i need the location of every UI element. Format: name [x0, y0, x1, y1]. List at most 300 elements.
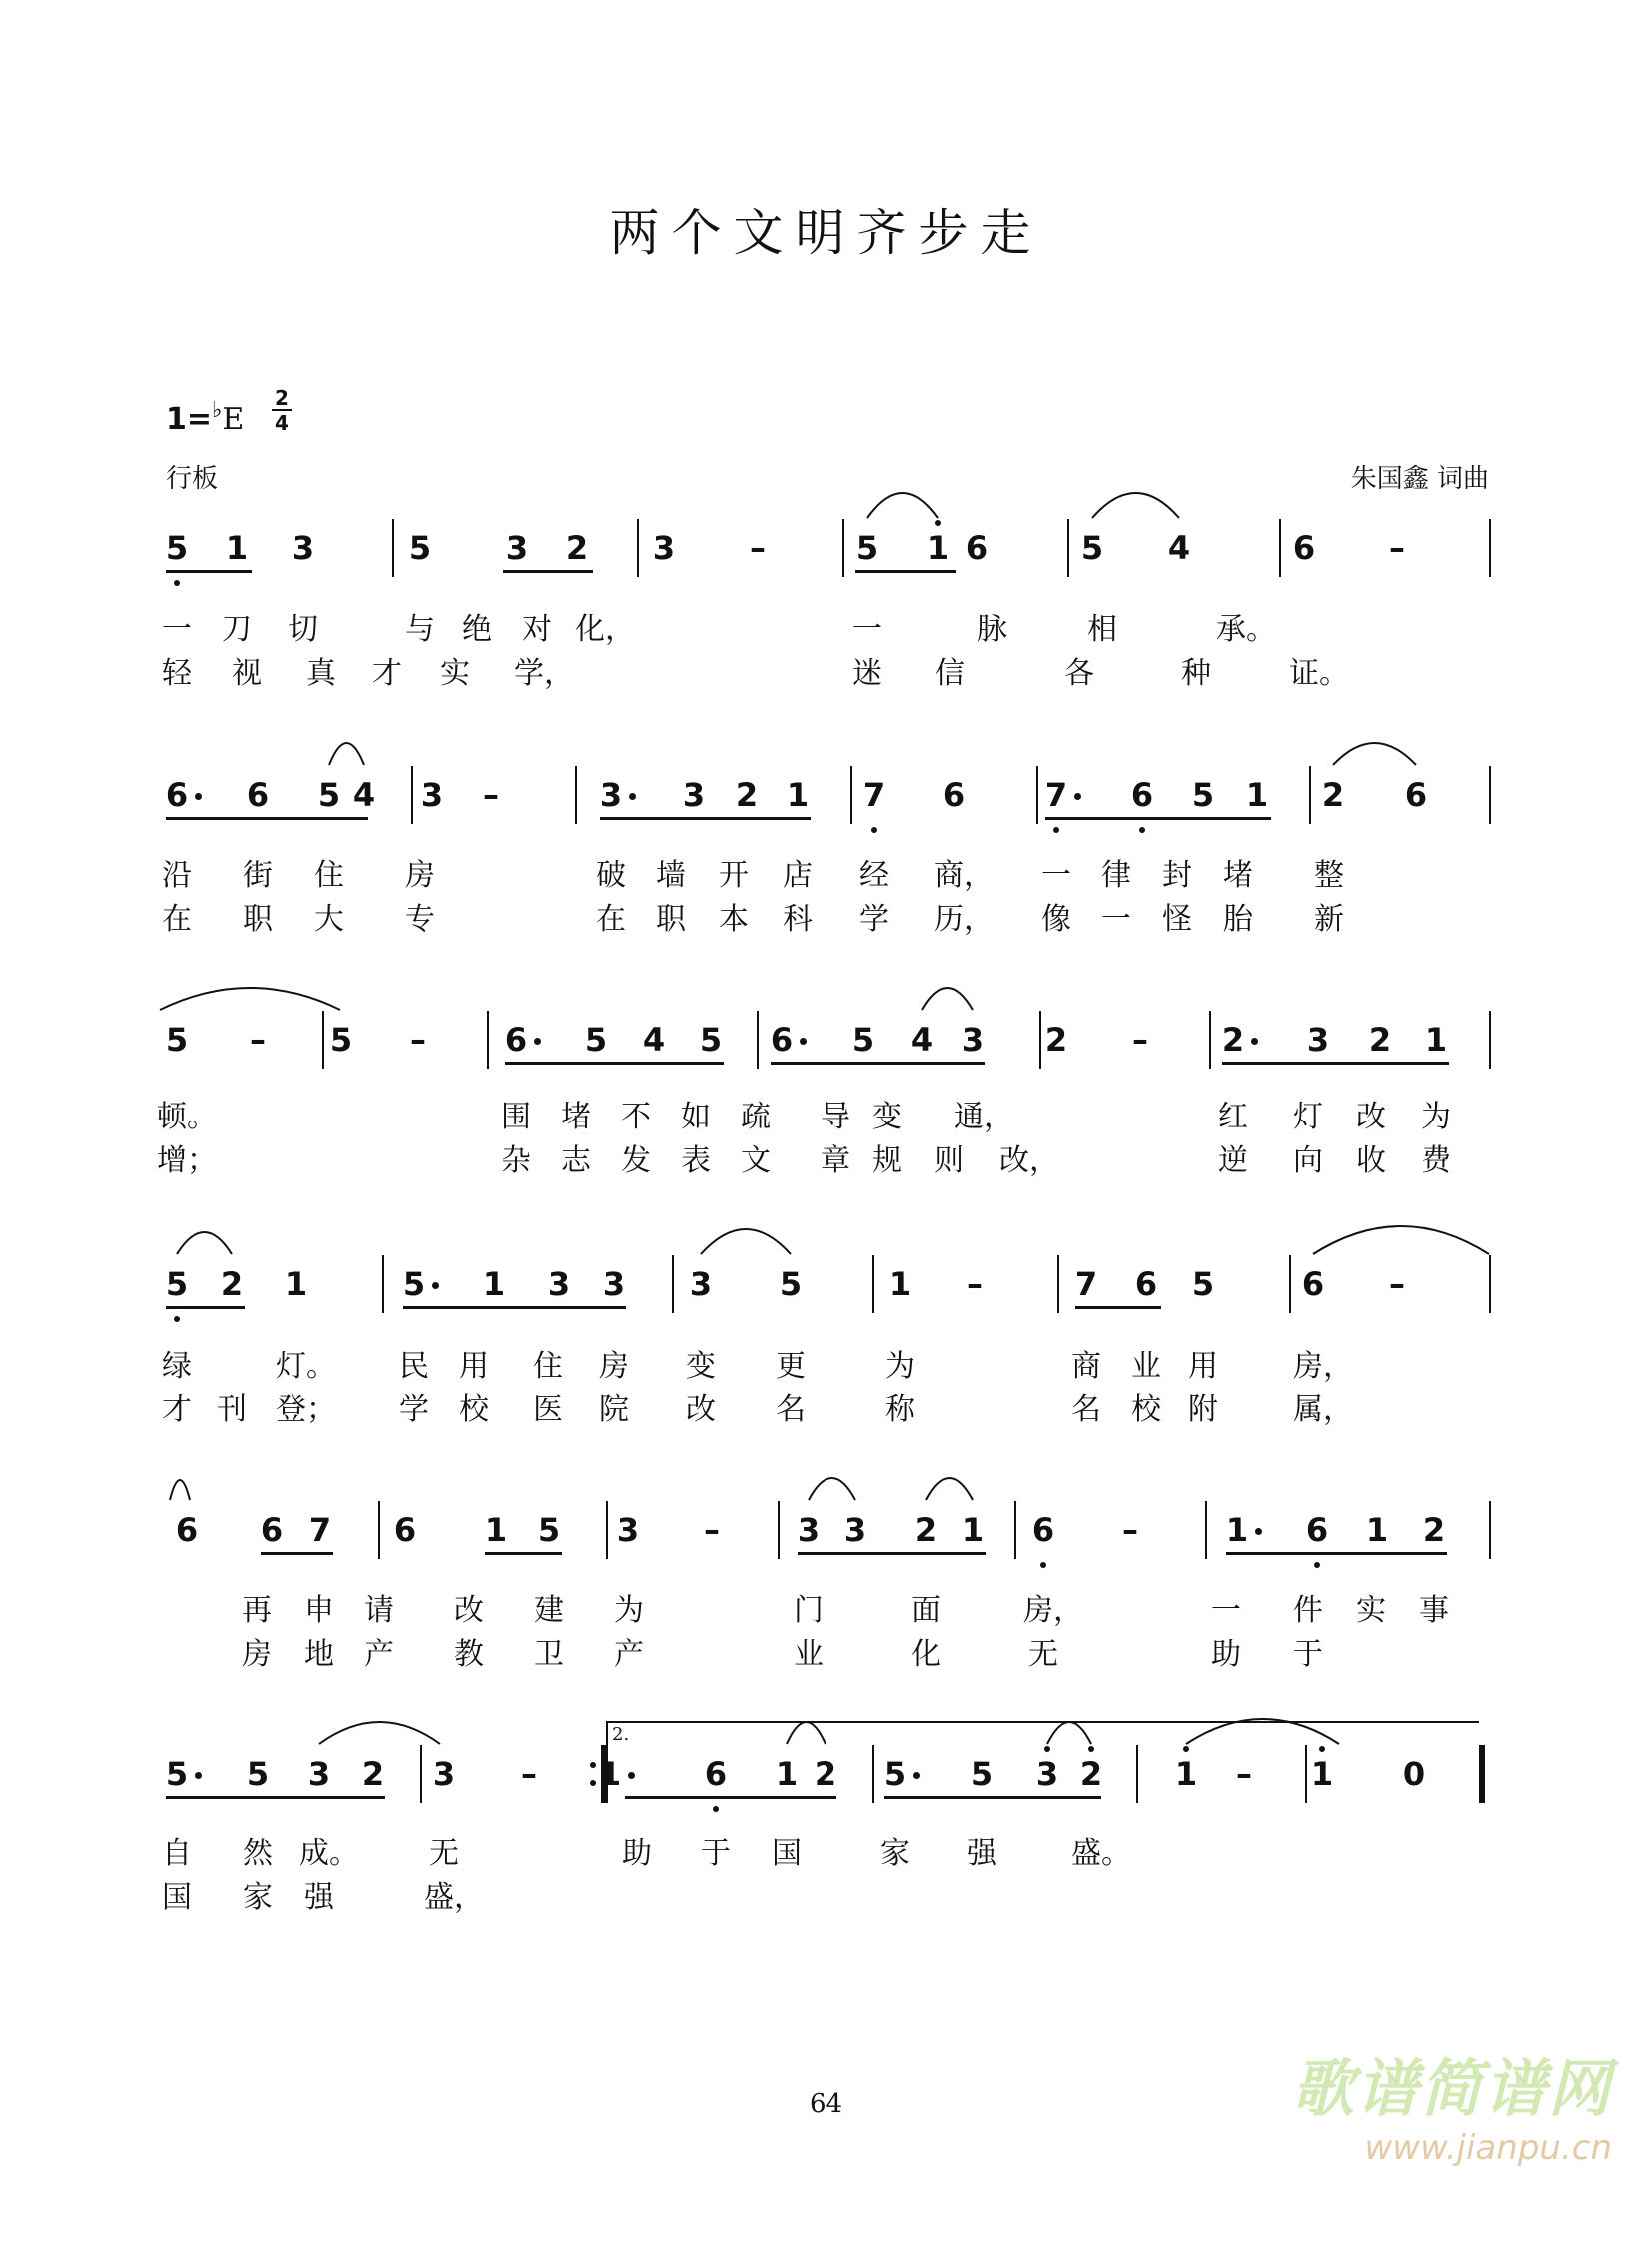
- slur: [1092, 493, 1179, 518]
- note: 1: [1225, 1511, 1249, 1549]
- note: 5: [1191, 776, 1215, 814]
- lyric-verse-1: 变: [872, 1100, 902, 1134]
- lyric-verse-1: 住: [533, 1349, 563, 1384]
- lyric-verse-1: 事: [1419, 1593, 1449, 1628]
- lyric-verse-2: 属，: [1293, 1392, 1353, 1427]
- octave-dot-below: [1139, 827, 1145, 833]
- lyric-verse-1: 更: [776, 1349, 806, 1384]
- lyric-verse-1: 沿: [162, 858, 192, 893]
- lyric-verse-1: 通，: [954, 1100, 1014, 1134]
- lyric-verse-1: 律: [1101, 858, 1131, 893]
- lyric-verse-2: 收: [1356, 1143, 1386, 1178]
- lyric-verse-2: 胎: [1223, 902, 1253, 937]
- lyric-verse-2: 称: [885, 1392, 915, 1427]
- lyric-verse-1: 再: [242, 1593, 272, 1628]
- underline-beam: [771, 1062, 985, 1065]
- lyric-verse-1: 房: [405, 858, 435, 893]
- barline: [382, 1255, 384, 1313]
- barline: [757, 1011, 759, 1069]
- barline: [872, 1255, 874, 1313]
- lyric-verse-2: 增；: [157, 1143, 217, 1178]
- lyric-verse-1: 切: [288, 612, 318, 647]
- underline-beam: [166, 1796, 385, 1799]
- note: 1: [1245, 776, 1269, 814]
- lyric-verse-1: 然: [243, 1836, 273, 1871]
- note: 3: [797, 1511, 821, 1549]
- lyric-verse-2: 种: [1181, 656, 1211, 691]
- lyric-verse-2: 强: [304, 1880, 334, 1915]
- barline: [1036, 766, 1038, 824]
- lyric-verse-2: 附: [1188, 1392, 1218, 1427]
- note: 2: [1221, 1021, 1245, 1059]
- underline-beam: [505, 1062, 724, 1065]
- note: 6: [504, 1021, 528, 1059]
- underline-beam: [166, 817, 368, 820]
- note: 4: [642, 1021, 666, 1059]
- augmentation-dot: [1255, 1528, 1262, 1535]
- note: 3: [843, 1511, 867, 1549]
- lyric-verse-2: 科: [783, 902, 813, 937]
- note: 6: [942, 776, 966, 814]
- note: 2: [1422, 1511, 1446, 1549]
- volta-bracket: [606, 1721, 1479, 1747]
- note: –: [1389, 529, 1405, 567]
- note: 7: [1074, 1265, 1098, 1303]
- barline: [1136, 1745, 1138, 1803]
- lyric-verse-1: 住: [314, 858, 344, 893]
- note: 6: [165, 776, 189, 814]
- barline: [872, 1745, 874, 1803]
- barline: [1067, 519, 1069, 577]
- lyric-verse-2: 刊: [217, 1392, 247, 1427]
- lyric-verse-1: 刀: [222, 612, 252, 647]
- augmentation-dot: [432, 1282, 439, 1289]
- barline: [850, 766, 852, 824]
- lyric-verse-1: 店: [783, 858, 813, 893]
- lyric-verse-1: 自: [162, 1836, 192, 1871]
- note: 7: [1044, 776, 1068, 814]
- lyric-verse-2: 专: [405, 902, 435, 937]
- barline: [1289, 1255, 1291, 1313]
- underline-beam: [485, 1552, 562, 1555]
- note: 6: [175, 1511, 199, 1549]
- lyric-verse-2: 章: [821, 1143, 850, 1178]
- lyric-verse-2: 志: [561, 1143, 591, 1178]
- key-tonic: E: [222, 402, 245, 437]
- lyric-verse-1: 请: [364, 1593, 394, 1628]
- octave-dot-below: [1314, 1562, 1320, 1568]
- note: –: [250, 1021, 266, 1059]
- lyric-verse-1: 为: [885, 1349, 915, 1384]
- octave-dot-above: [935, 520, 941, 526]
- note: 7: [308, 1511, 332, 1549]
- composer-credit: 朱国鑫 词曲: [1350, 464, 1489, 494]
- lyric-verse-1: 不: [621, 1100, 651, 1134]
- note: 5: [246, 1755, 270, 1793]
- note: 6: [1130, 776, 1154, 814]
- watermark: [1292, 2039, 1612, 2168]
- lyric-verse-2: 职: [656, 902, 686, 937]
- slur: [160, 988, 340, 1010]
- repeat-dot: [590, 1780, 596, 1786]
- barline: [1309, 766, 1311, 824]
- octave-dot-below: [1040, 1562, 1046, 1568]
- note: 1: [598, 1755, 622, 1793]
- barline: [1489, 766, 1491, 824]
- augmentation-dot: [195, 1772, 202, 1779]
- lyric-verse-1: 整: [1314, 858, 1344, 893]
- lyric-verse-2: 费: [1421, 1143, 1451, 1178]
- octave-dot-below: [871, 827, 877, 833]
- note: 3: [961, 1021, 985, 1059]
- lyric-verse-2: 发: [621, 1143, 651, 1178]
- lyric-verse-1: 改: [454, 1593, 484, 1628]
- note: –: [1389, 1265, 1405, 1303]
- note: 5: [584, 1021, 608, 1059]
- augmentation-dot: [629, 793, 636, 800]
- lyric-verse-1: 改: [1356, 1100, 1386, 1134]
- lyric-verse-1: 经: [859, 858, 889, 893]
- lyric-verse-1: 成。: [299, 1836, 359, 1871]
- note: 3: [307, 1755, 331, 1793]
- lyric-verse-1: 商，: [934, 858, 994, 893]
- note: 6: [1305, 1511, 1329, 1549]
- augmentation-dot: [800, 1038, 807, 1045]
- lyric-verse-2: 产: [614, 1637, 644, 1672]
- lyric-verse-1: 承。: [1216, 612, 1276, 647]
- meter-top: 2: [275, 386, 289, 410]
- barline: [1489, 519, 1491, 577]
- lyric-verse-2: 真: [306, 656, 336, 691]
- note: 2: [565, 529, 589, 567]
- lyric-verse-1: 国: [772, 1836, 802, 1871]
- note: –: [410, 1021, 426, 1059]
- note: –: [1132, 1021, 1148, 1059]
- lyric-verse-2: 医: [533, 1392, 563, 1427]
- slur: [922, 988, 973, 1010]
- lyric-verse-2: 化: [911, 1637, 941, 1672]
- note: 5: [165, 1265, 189, 1303]
- key-signature: [166, 398, 244, 437]
- note: 6: [1031, 1511, 1055, 1549]
- lyric-verse-2: 才: [162, 1392, 192, 1427]
- lyric-verse-2: 产: [364, 1637, 394, 1672]
- lyric-verse-1: 申: [304, 1593, 334, 1628]
- lyric-verse-2: 则: [934, 1143, 964, 1178]
- note: 5: [855, 529, 879, 567]
- note: 2: [735, 776, 759, 814]
- lyric-verse-2: 信: [935, 656, 965, 691]
- barline: [1057, 1255, 1059, 1313]
- lyric-verse-1: 墙: [656, 858, 686, 893]
- lyric-verse-2: 才: [372, 656, 402, 691]
- lyric-verse-1: 相: [1087, 612, 1117, 647]
- note: 1: [786, 776, 810, 814]
- lyric-verse-2: 证。: [1289, 656, 1349, 691]
- note: 1: [482, 1265, 506, 1303]
- note: 1: [888, 1265, 912, 1303]
- barline: [672, 1255, 674, 1313]
- lyric-verse-2: 名: [1071, 1392, 1101, 1427]
- augmentation-dot: [534, 1038, 541, 1045]
- note: 3: [682, 776, 706, 814]
- lyric-verse-2: 教: [454, 1637, 484, 1672]
- note: 3: [616, 1511, 640, 1549]
- note: 6: [1301, 1265, 1325, 1303]
- lyric-verse-2: 本: [719, 902, 749, 937]
- note: 5: [165, 529, 189, 567]
- underline-beam: [403, 1306, 626, 1309]
- barline: [1279, 519, 1281, 577]
- lyric-verse-1: 无: [429, 1836, 459, 1871]
- underline-beam: [625, 1796, 836, 1799]
- lyric-verse-2: 家: [243, 1880, 273, 1915]
- barline: [411, 766, 413, 824]
- lyric-verse-1: 商: [1071, 1349, 1101, 1384]
- augmentation-dot: [628, 1772, 635, 1779]
- lyric-verse-1: 盛。: [1071, 1836, 1131, 1871]
- lyric-verse-1: 业: [1131, 1349, 1161, 1384]
- note: 5: [779, 1265, 803, 1303]
- lyric-verse-1: 灯: [1293, 1100, 1323, 1134]
- lyric-verse-1: 件: [1293, 1593, 1323, 1628]
- underline-beam: [1222, 1062, 1449, 1065]
- lyric-verse-2: 盛，: [424, 1880, 484, 1915]
- slur: [170, 1480, 190, 1500]
- barline: [322, 1011, 324, 1069]
- lyric-verse-1: 民: [399, 1349, 429, 1384]
- note: 3: [1035, 1755, 1059, 1793]
- note: 3: [602, 1265, 626, 1303]
- barline: [1489, 1501, 1491, 1559]
- lyric-verse-2: 迷: [852, 656, 882, 691]
- time-signature: [272, 388, 292, 433]
- barline: [1489, 1011, 1491, 1069]
- barline: [606, 1745, 608, 1803]
- slur: [926, 1478, 973, 1500]
- lyric-verse-1: 变: [686, 1349, 716, 1384]
- lyric-verse-2: 名: [776, 1392, 806, 1427]
- barline: [637, 519, 639, 577]
- underline-beam: [166, 1306, 245, 1309]
- barline: [392, 519, 394, 577]
- lyric-verse-2: 视: [232, 656, 262, 691]
- note: 1: [775, 1755, 799, 1793]
- lyric-verse-1: 房，: [1293, 1349, 1353, 1384]
- note: 5: [537, 1511, 561, 1549]
- lyric-verse-2: 在: [162, 902, 192, 937]
- lyric-verse-1: 堵: [561, 1100, 591, 1134]
- lyric-verse-2: 地: [304, 1637, 334, 1672]
- note: 3: [420, 776, 444, 814]
- lyric-verse-1: 用: [1188, 1349, 1218, 1384]
- octave-dot-below: [174, 1316, 180, 1322]
- lyric-verse-1: 导: [821, 1100, 850, 1134]
- note: 3: [547, 1265, 571, 1303]
- note: 5: [165, 1021, 189, 1059]
- note: 5: [1080, 529, 1104, 567]
- lyric-verse-1: 如: [681, 1100, 711, 1134]
- lyric-verse-2: 校: [459, 1392, 489, 1427]
- note: 1: [1424, 1021, 1448, 1059]
- note: 5: [329, 1021, 353, 1059]
- note: 5: [408, 529, 432, 567]
- note: 5: [317, 776, 341, 814]
- note: –: [750, 529, 766, 567]
- lyric-verse-2: 新: [1314, 902, 1344, 937]
- lyric-verse-1: 街: [243, 858, 273, 893]
- note: –: [1236, 1755, 1252, 1793]
- note: 5: [1191, 1265, 1215, 1303]
- lyric-verse-1: 强: [967, 1836, 997, 1871]
- note: –: [521, 1755, 537, 1793]
- note: 5: [851, 1021, 875, 1059]
- lyric-verse-2: 实: [440, 656, 470, 691]
- lyric-verse-1: 对: [522, 612, 552, 647]
- lyric-verse-2: 轻: [162, 656, 192, 691]
- note: 3: [652, 529, 676, 567]
- page-number: 64: [809, 2089, 843, 2119]
- lyric-verse-1: 门: [794, 1593, 824, 1628]
- note: 2: [1368, 1021, 1392, 1059]
- flat-icon: ♭: [212, 398, 223, 423]
- underline-beam: [261, 1552, 333, 1555]
- note: 3: [599, 776, 623, 814]
- lyric-verse-2: 卫: [534, 1637, 564, 1672]
- lyric-verse-2: 职: [243, 902, 273, 937]
- slur: [809, 1478, 855, 1500]
- lyric-verse-2: 表: [681, 1143, 711, 1178]
- note: 0: [1402, 1755, 1426, 1793]
- lyric-verse-1: 助: [622, 1836, 652, 1871]
- barline: [575, 766, 577, 824]
- note: 1: [284, 1265, 308, 1303]
- note: 2: [1044, 1021, 1068, 1059]
- final-barline: [1479, 1745, 1485, 1803]
- note: –: [483, 776, 499, 814]
- lyric-verse-1: 一: [162, 612, 192, 647]
- lyric-verse-1: 开: [719, 858, 749, 893]
- lyric-verse-2: 规: [872, 1143, 902, 1178]
- barline: [1205, 1501, 1207, 1559]
- barline: [487, 1011, 489, 1069]
- note: 1: [484, 1511, 508, 1549]
- underline-beam: [884, 1796, 1101, 1799]
- lyric-verse-1: 实: [1356, 1593, 1386, 1628]
- barline: [1039, 1011, 1041, 1069]
- octave-dot-below: [174, 580, 180, 586]
- note: 4: [352, 776, 376, 814]
- note: 3: [505, 529, 529, 567]
- lyric-verse-1: 疏: [741, 1100, 771, 1134]
- lyric-verse-1: 绿: [162, 1349, 192, 1384]
- slur: [701, 1229, 791, 1254]
- note: 6: [260, 1511, 284, 1549]
- lyric-verse-1: 房，: [1023, 1593, 1083, 1628]
- note: 1: [1365, 1511, 1389, 1549]
- tempo-marking: 行板: [166, 464, 219, 494]
- barline: [1014, 1501, 1016, 1559]
- barline: [606, 1501, 608, 1559]
- note: 6: [965, 529, 989, 567]
- lyric-verse-2: 助: [1211, 1637, 1241, 1672]
- underline-beam: [798, 1552, 986, 1555]
- note: –: [1122, 1511, 1138, 1549]
- underline-beam: [1045, 817, 1271, 820]
- augmentation-dot: [1251, 1038, 1258, 1045]
- lyric-verse-2: 学: [399, 1392, 429, 1427]
- lyric-verse-1: 破: [596, 858, 626, 893]
- lyric-verse-2: 登；: [276, 1392, 336, 1427]
- watermark-logo: 歌谱简谱网: [1291, 2052, 1612, 2125]
- note: 4: [910, 1021, 934, 1059]
- note: 7: [862, 776, 886, 814]
- note: 6: [770, 1021, 794, 1059]
- note: 6: [393, 1511, 417, 1549]
- lyric-verse-1: 一: [852, 612, 882, 647]
- barline: [778, 1501, 780, 1559]
- lyric-verse-1: 堵: [1223, 858, 1253, 893]
- augmentation-dot: [913, 1772, 920, 1779]
- lyric-verse-2: 院: [599, 1392, 629, 1427]
- lyric-verse-1: 为: [1421, 1100, 1451, 1134]
- lyric-verse-1: 与: [405, 612, 435, 647]
- barline: [420, 1745, 422, 1803]
- note: 2: [914, 1511, 938, 1549]
- note: 1: [1310, 1755, 1334, 1793]
- lyric-verse-2: 怪: [1162, 902, 1192, 937]
- lyric-verse-1: 一: [1211, 1593, 1241, 1628]
- note: –: [967, 1265, 983, 1303]
- lyric-verse-2: 改，: [999, 1143, 1059, 1178]
- lyric-verse-1: 绝: [462, 612, 492, 647]
- lyric-verse-1: 于: [701, 1836, 731, 1871]
- lyric-verse-2: 校: [1131, 1392, 1161, 1427]
- watermark-url: www.jianpu.cn: [1364, 2128, 1612, 2168]
- underline-beam: [1075, 1306, 1161, 1309]
- note: 3: [689, 1265, 713, 1303]
- augmentation-dot: [195, 793, 202, 800]
- underline-beam: [600, 817, 811, 820]
- lyric-verse-2: 无: [1028, 1637, 1058, 1672]
- lyric-verse-1: 面: [911, 1593, 941, 1628]
- lyric-verse-2: 业: [794, 1637, 824, 1672]
- slur: [1313, 1226, 1489, 1254]
- octave-dot-below: [1053, 827, 1059, 833]
- barline: [842, 519, 844, 577]
- lyric-verse-2: 各: [1064, 656, 1094, 691]
- note: 5: [165, 1755, 189, 1793]
- note: 6: [1292, 529, 1316, 567]
- key-prefix: 1=: [166, 402, 213, 437]
- barline: [1305, 1745, 1307, 1803]
- note: 6: [1404, 776, 1428, 814]
- underline-beam: [855, 570, 956, 573]
- lyric-verse-1: 为: [614, 1593, 644, 1628]
- lyric-verse-2: 改: [686, 1392, 716, 1427]
- note: 3: [1306, 1021, 1330, 1059]
- lyric-verse-1: 围: [501, 1100, 531, 1134]
- lyric-verse-1: 家: [880, 1836, 910, 1871]
- lyric-verse-1: 化，: [575, 612, 635, 647]
- note: 2: [220, 1265, 244, 1303]
- note: 2: [814, 1755, 837, 1793]
- note: 6: [704, 1755, 728, 1793]
- lyric-verse-2: 学: [859, 902, 889, 937]
- note: 3: [432, 1755, 456, 1793]
- note: 2: [1321, 776, 1345, 814]
- lyric-verse-2: 像: [1041, 902, 1071, 937]
